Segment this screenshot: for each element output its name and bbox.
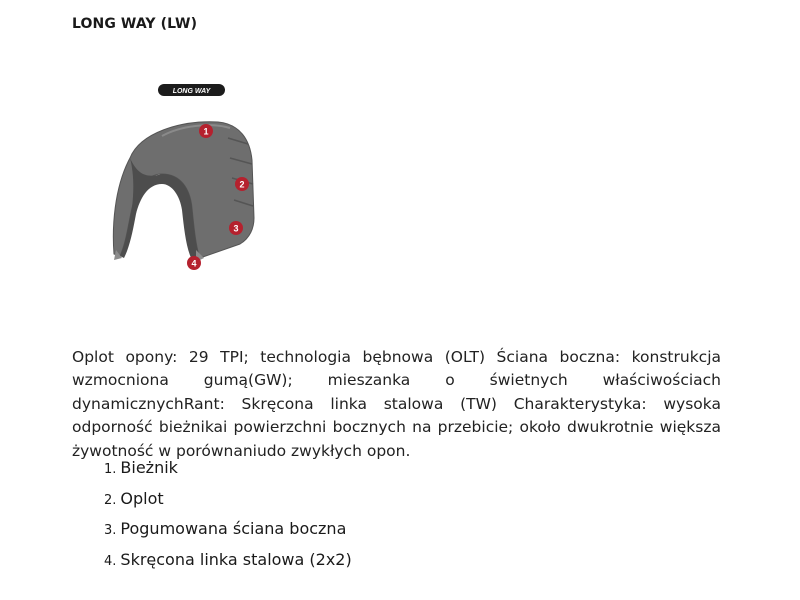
callout-1 — [199, 124, 213, 138]
page-title: LONG WAY (LW) — [72, 16, 198, 32]
list-item-label: Pogumowana ściana boczna — [120, 519, 347, 538]
list-item-label: Bieżnik — [120, 458, 178, 477]
callout-1-label: 1 — [203, 126, 209, 137]
callout-3-label: 3 — [233, 223, 239, 234]
list-item-number: 3. — [104, 523, 117, 538]
tire-cross-section-illustration — [100, 78, 270, 278]
callout-4 — [187, 256, 201, 270]
list-item-number: 4. — [104, 553, 117, 569]
callout-2-label: 2 — [239, 179, 245, 190]
parts-list — [104, 458, 352, 580]
list-item-number: 1. — [104, 462, 117, 477]
list-item-label: Oplot — [120, 488, 164, 508]
list-item-number: 2. — [104, 492, 117, 508]
tire-description: Oplot opony: 29 TPI; technologia bębnowa (OLT) Ściana boczna: konstrukcja wzmocniona gumą(GW); mieszanka o świetnych właściwościach dynamicznychRant: Skręcona linka stalowa (TW) Charakterystyka: wysoka odporność bieżnikai powierzchni bocznych na przebicie; około dwukrotnie większa żywotność w porównaniudo zwykłych opon. — [72, 347, 721, 460]
list-item-label: Skręcona linka stalowa (2x2) — [120, 549, 352, 569]
list-item — [104, 458, 352, 489]
tire-shape-icon — [113, 122, 254, 262]
callout-3 — [229, 221, 243, 235]
badge-text: LONG WAY — [172, 88, 211, 95]
list-item — [104, 489, 352, 520]
list-item — [104, 550, 352, 581]
long-way-badge — [158, 84, 225, 96]
callout-4-label: 4 — [191, 258, 197, 269]
callout-2 — [235, 177, 249, 191]
list-item — [104, 519, 352, 550]
tire-cross-section-figure — [100, 78, 270, 278]
